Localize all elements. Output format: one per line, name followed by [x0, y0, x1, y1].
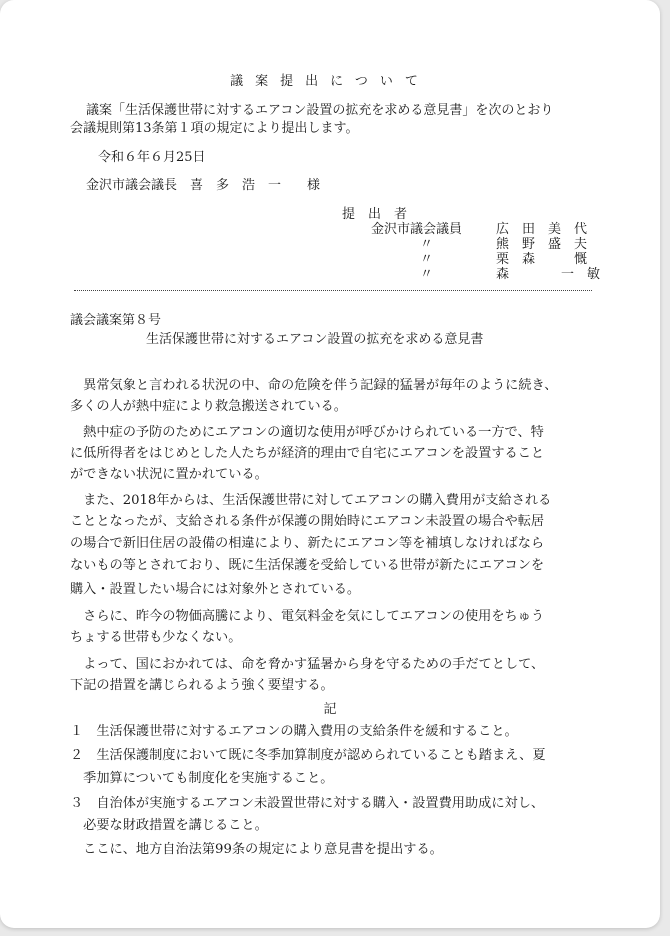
ditto-mark: 〃	[420, 237, 434, 252]
list-item: 必要な財政措置を講じること。	[70, 818, 268, 833]
bill-number: 議会議案第８号	[70, 313, 162, 328]
ditto-mark: 〃	[420, 267, 434, 282]
list-item: 季加算についても制度化を実施すること。	[70, 771, 334, 786]
body-line: さらに、昨今の物価高騰により、電気料金を気にしてエアコンの使用をちゅう	[70, 609, 545, 624]
addressee: 金沢市議会議長 喜 多 浩 一 様	[86, 178, 321, 193]
member-name: 広 田 美 代	[496, 222, 588, 237]
member-name: 熊 野 盛 夫	[496, 237, 588, 252]
closing-line: ここに、地方自治法第99条の規定により意見書を提出する。	[70, 842, 443, 857]
body-line: 熱中症の予防のためにエアコンの適切な使用が呼びかけられている一方で、特	[70, 425, 544, 440]
list-item: ３ 自治体が実施するエアコン未設置世帯に対する購入・設置費用助成に対し、	[70, 796, 545, 811]
body-line: 異常気象と言われる状況の中、命の危険を伴う記録的猛暑が毎年のように続き、	[70, 378, 558, 393]
body-line: ができない状況に置かれている。	[70, 467, 268, 482]
dotted-separator	[74, 290, 592, 291]
intro-line-2: 会議規則第13条第１項の規定により提出します。	[70, 121, 359, 136]
body-line: 下記の措置を講じられるよう強く要望する。	[70, 678, 334, 693]
submitter-label: 提 出 者	[342, 207, 408, 222]
ki-heading: 記	[323, 702, 337, 717]
body-line: 多くの人が熱中症により救急搬送されている。	[70, 399, 347, 414]
list-item: ２ 生活保護制度において既に冬季加算制度が認められていることも踏まえ、夏	[70, 748, 546, 763]
member-name: 森 一 敏	[496, 267, 601, 282]
ditto-mark: 〃	[420, 252, 434, 267]
member-name: 栗 森 慨	[496, 252, 588, 267]
body-line: に低所得者をはじめとした人たちが経済的理由で自宅にエアコンを設置すること	[70, 446, 545, 461]
body-line: ちょする世帯も少なくない。	[70, 630, 242, 645]
body-line: ないもの等とされており、既に生活保護を受給している世帯が新たにエアコンを	[70, 558, 545, 573]
bill-title: 生活保護世帯に対するエアコン設置の拡充を求める意見書	[146, 332, 484, 347]
body-line: こととなったが、支給される条件が保護の開始時にエアコン未設置の場合や転居	[70, 514, 545, 529]
body-line: また、2018年からは、生活保護世帯に対してエアコンの購入費用が支給される	[70, 493, 552, 508]
cover-title: 議案提出について	[230, 74, 430, 89]
body-line: 購入・設置したい場合には対象外とされている。	[70, 582, 361, 597]
intro-line-1: 議案「生活保護世帯に対するエアコン設置の拡充を求める意見書」を次のとおり	[86, 103, 554, 118]
list-item: １ 生活保護世帯に対するエアコンの購入費用の支給条件を緩和すること。	[70, 724, 518, 739]
body-line: の場合で新旧住居の設備の相違により、新たにエアコン等を補填しなければなら	[70, 536, 545, 551]
body-line: よって、国におかれては、命を脅かす猛暑から身を守るための手だてとして、	[70, 657, 545, 672]
submission-date: 令和６年６月25日	[98, 150, 206, 165]
submitter-role: 金沢市議会議員	[371, 222, 463, 237]
